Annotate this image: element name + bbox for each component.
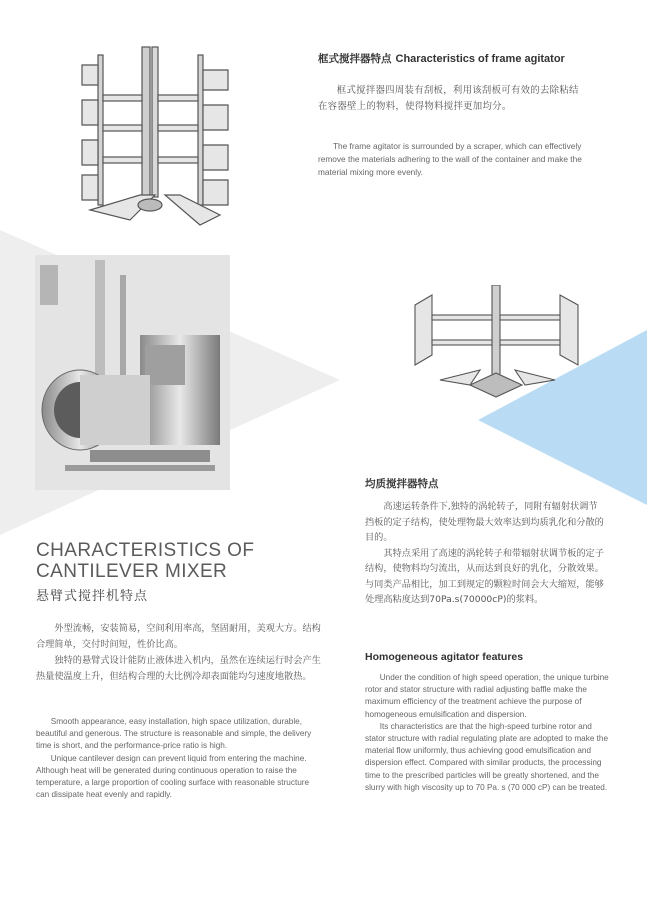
homogeneous-en-paragraph-1: Under the condition of high speed operation, the unique turbine rotor and stator structure with radial adjusting baffle make the maximum efficiency of the treatment achieve the purpose of homogeneous emulsification and dispersion. — [365, 673, 609, 719]
cantilever-title-line1: CHARACTERISTICS OF — [36, 540, 255, 561]
frame-agitator-image — [70, 45, 250, 235]
homogeneous-title-cn: 均质搅拌器特点 — [365, 478, 439, 490]
cantilever-subtitle-cn: 悬臂式搅拌机特点 — [36, 589, 149, 604]
frame-title-en: Characteristics of frame agitator — [395, 53, 565, 65]
cantilever-en-paragraph-2: Unique cantilever design can prevent liquid from entering the machine. Although heat will be generated during continuous operation to raise the temperature, a large proportion of cooling surface with reasonable structure can dissipate heat evenly and rapidly. — [36, 753, 310, 800]
cantilever-title-line2: CANTILEVER MIXER — [36, 561, 228, 582]
cantilever-cn-paragraph-2: 独特的悬臂式设计能防止液体进入机内，虽然在连续运行时会产生热量使温度上升，但结构合理的大比例冷却表面能均匀速度地散热。 — [36, 655, 321, 682]
cantilever-text-en — [36, 716, 321, 801]
homogeneous-agitator-image — [410, 285, 585, 405]
homogeneous-title-en: Homogeneous agitator features — [365, 651, 524, 663]
frame-agitator-text-en: The frame agitator is surrounded by a scraper, which can effectively remove the materials adhering to the wall of the container and make the material mixing more evenly. — [318, 141, 582, 177]
cantilever-title — [36, 540, 296, 582]
frame-agitator-title — [318, 51, 628, 66]
homogeneous-cn-paragraph-1: 高速运转条件下,独特的涡轮转子，同附有辐射状调节挡板的定子结构，使处理物最大效率达到均质乳化和分散的目的。 — [365, 501, 604, 543]
cantilever-mixer-photo — [35, 255, 230, 490]
frame-agitator-text-cn: 框式搅拌器四周装有刮板，利用该刮板可有效的去除粘结在容器壁上的物料，使得物料搅拌更加均分。 — [318, 85, 579, 112]
frame-title-cn: 框式搅拌器特点 — [318, 53, 392, 65]
cantilever-text-cn — [36, 621, 321, 685]
cantilever-cn-paragraph-1: 外型流畅，安装简易，空间利用率高，坚固耐用，美观大方。结构合理简单，交付时间短，性价比高。 — [36, 623, 321, 650]
homogeneous-cn-paragraph-2: 其特点采用了高速的涡轮转子和带辐射状调节板的定子结构，使物料均匀流出，从而达到良好的乳化，分散效果。与同类产品相比，加工到规定的颗粒时间会大大缩短，能够处理高粘度达到70Pa.s(70000cP)的浆料。 — [365, 547, 604, 605]
homogeneous-en-paragraph-2: Its characteristics are that the high-speed turbine rotor and stator structure with radial regulating plate are adopted to make the material flow uniformly, thus achieving good emulsification and dispersion effect. Compared with similar products, the processing time to the prescribed particles will be greatly shortened, and the slurry with high viscosity up to 70 Pa. s (70 000 cP) can be treated. — [365, 721, 609, 792]
homogeneous-text-en — [365, 672, 610, 794]
cantilever-en-paragraph-1: Smooth appearance, easy installation, high space utilization, durable, beautiful and generous. The structure is reasonable and simple, the delivery time is short, and the performance-price ratio is high. — [36, 717, 312, 751]
homogeneous-text-cn — [365, 499, 605, 608]
